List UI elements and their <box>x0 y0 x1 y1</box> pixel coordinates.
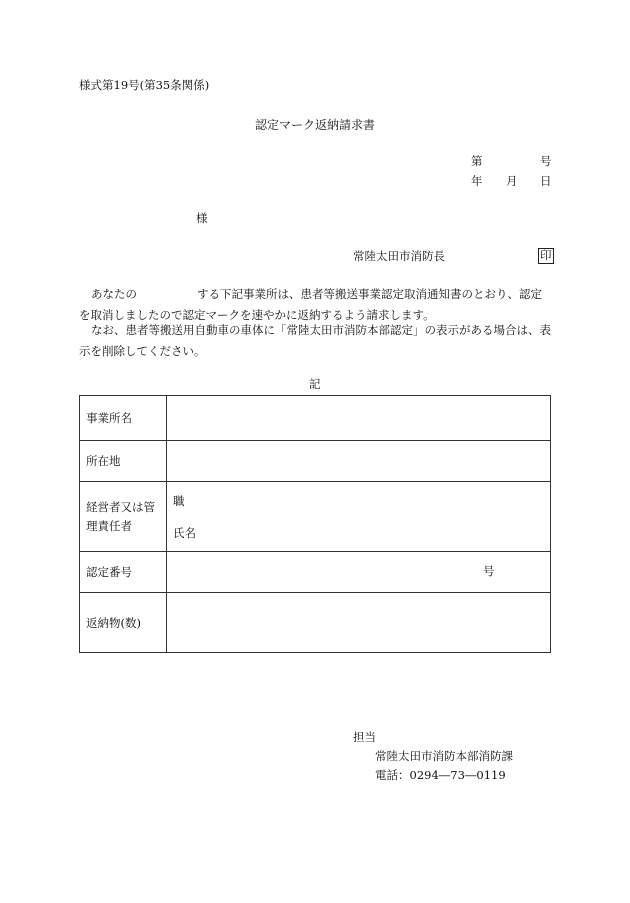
date-year: 年 <box>471 174 483 188</box>
table-row <box>80 482 551 552</box>
value-office-name <box>167 396 551 441</box>
date-day: 日 <box>540 174 552 188</box>
sender-title: 常陸太田市消防長 <box>353 249 445 263</box>
value-manager <box>167 482 551 552</box>
table-row <box>80 441 551 482</box>
value-location <box>167 441 551 482</box>
seal-mark: 印 <box>540 248 552 262</box>
contact-department: 常陸太田市消防本部消防課 <box>375 749 513 763</box>
document-title: 認定マーク返納請求書 <box>255 118 376 132</box>
form-number: 様式第19号(第35条関係) <box>79 78 210 92</box>
doc-number-suffix: 号 <box>540 154 552 168</box>
doc-number-label: 第 <box>471 154 483 168</box>
label-manager-text: 経営者又は管理責任者 <box>86 499 155 533</box>
body-p2-text: なお、患者等搬送用自動車の車体に「常陸太田市消防本部認定」の表示がある場合は、表示を削除してください。 <box>79 323 551 358</box>
table-row <box>80 552 551 593</box>
details-table <box>79 395 551 653</box>
table-row <box>80 396 551 441</box>
manager-position-label: 職 <box>173 494 185 508</box>
addressee-honorific: 様 <box>196 211 208 225</box>
manager-name-label: 氏名 <box>173 526 196 540</box>
label-cert-number: 認定番号 <box>80 552 167 593</box>
table-row <box>80 593 551 653</box>
value-returned-items <box>167 593 551 653</box>
contact-label: 担当 <box>353 730 376 744</box>
record-heading: 記 <box>309 377 321 391</box>
label-manager <box>80 482 167 552</box>
contact-phone: 電話：0294―73―0119 <box>375 768 506 782</box>
date-month: 月 <box>506 174 518 188</box>
body-p1-start: あなたの <box>91 287 137 301</box>
body-p1-rest: する下記事業所は、患者等搬送事業認定取消通知書のとおり、認定を取消しましたので認定マークを速やかに返納するよう請求します。 <box>79 287 542 322</box>
label-office-name: 事業所名 <box>80 396 167 441</box>
value-cert-number <box>167 552 551 593</box>
label-location: 所在地 <box>80 441 167 482</box>
cert-number-suffix: 号 <box>483 564 495 578</box>
label-returned-items: 返納物(数) <box>80 593 167 653</box>
body-paragraph-2 <box>79 320 553 362</box>
